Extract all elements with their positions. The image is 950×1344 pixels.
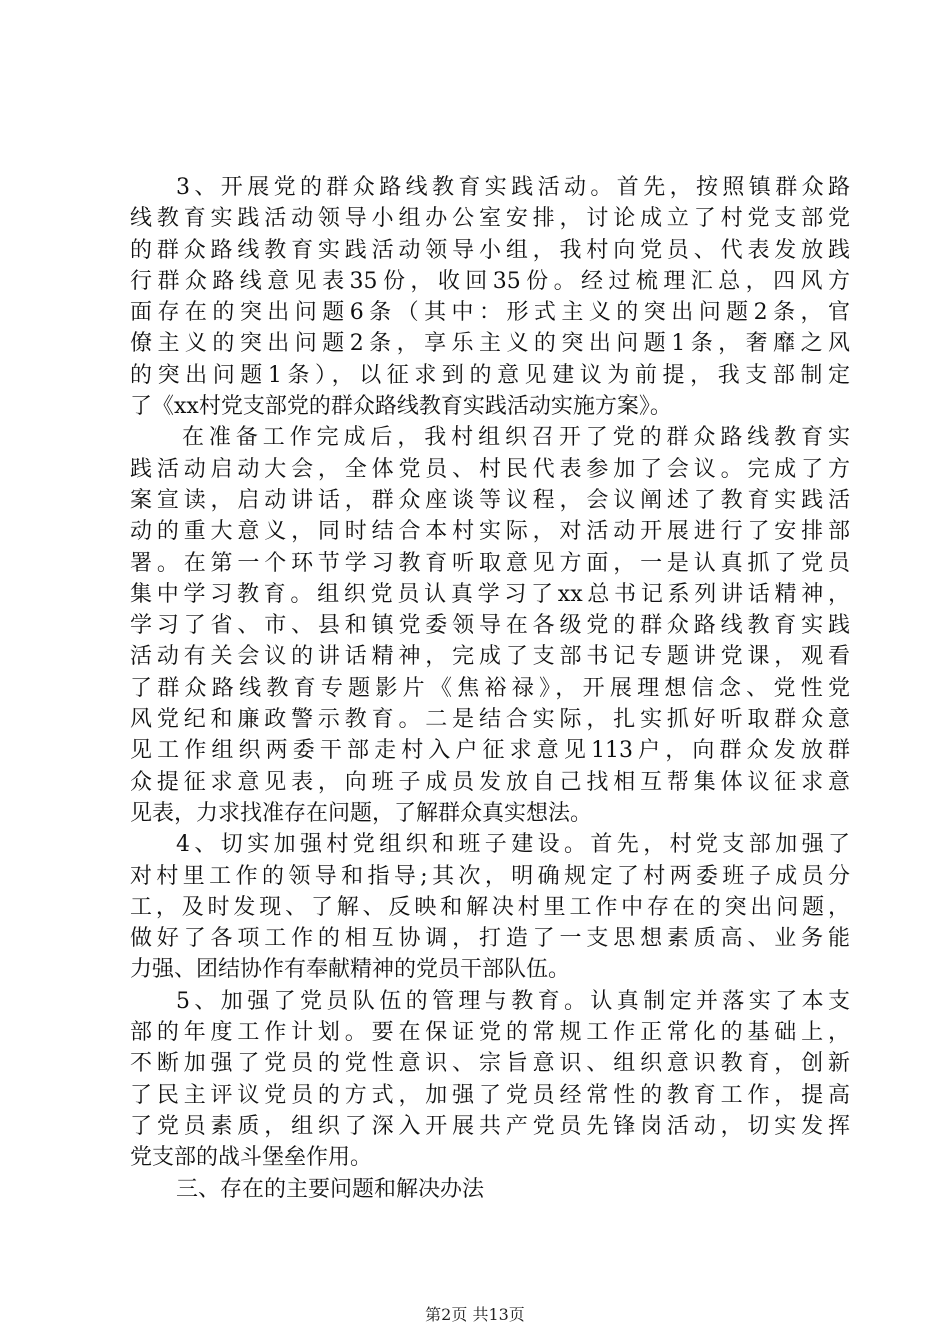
text-line: 了党员素质，组织了深入开展共产党员先锋岗活动，切实发挥 xyxy=(130,1113,850,1139)
text-line: 在准备工作完成后，我村组织召开了党的群众路线教育实 xyxy=(182,425,850,451)
text-line: 集中学习教育。组织党员认真学习了xx总书记系列讲话精神， xyxy=(130,581,850,607)
text-line: 众提征求意见表，向班子成员发放自己找相互帮集体议征求意 xyxy=(130,769,850,795)
text-line: 了群众路线教育专题影片《焦裕禄》，开展理想信念、党性党 xyxy=(130,675,850,701)
text-line: 部的年度工作计划。要在保证党的常规工作正常化的基础上， xyxy=(130,1020,850,1046)
text-line: 力强、团结协作有奉献精神的党员干部队伍。 xyxy=(130,957,571,983)
text-line: 见表，力求找准存在问题，了解群众真实想法。 xyxy=(130,800,593,826)
text-line: 的突出问题1条），以征求到的意见建议为前提，我支部制定 xyxy=(130,362,850,388)
document-body xyxy=(130,172,850,1205)
text-line: 对村里工作的领导和指导;其次，明确规定了村两委班子成员分 xyxy=(130,863,850,889)
text-line: 4、切实加强村党组织和班子建设。首先，村党支部加强了 xyxy=(176,832,850,858)
text-line: 了民主评议党员的方式，加强了党员经常性的教育工作，提高 xyxy=(130,1082,850,1108)
section-heading: 三、存在的主要问题和解决办法 xyxy=(176,1176,485,1202)
text-line: 做好了各项工作的相互协调，打造了一支思想素质高、业务能 xyxy=(130,926,850,952)
text-line: 风党纪和廉政警示教育。二是结合实际，扎实抓好听取群众意 xyxy=(130,707,850,733)
text-line: 学习了省、市、县和镇党委领导在各级党的群众路线教育实践 xyxy=(130,613,850,639)
text-line: 面存在的突出问题6条（其中：形式主义的突出问题2条，官 xyxy=(130,300,850,326)
text-line: 动的重大意义，同时结合本村实际，对活动开展进行了安排部 xyxy=(130,519,850,545)
text-line: 署。在第一个环节学习教育听取意见方面，一是认真抓了党员 xyxy=(130,550,850,576)
text-line: 工，及时发现、了解、反映和解决村里工作中存在的突出问题， xyxy=(130,894,850,920)
text-line: 线教育实践活动领导小组办公室安排，讨论成立了村党支部党 xyxy=(130,206,850,232)
text-line: 5、加强了党员队伍的管理与教育。认真制定并落实了本支 xyxy=(176,988,850,1014)
text-line: 案宣读，启动讲话，群众座谈等议程，会议阐述了教育实践活 xyxy=(130,487,850,513)
text-line: 践活动启动大会，全体党员、村民代表参加了会议。完成了方 xyxy=(130,456,850,482)
text-line: 不断加强了党员的党性意识、宗旨意识、组织意识教育，创新 xyxy=(130,1051,850,1077)
text-line: 活动有关会议的讲话精神，完成了支部书记专题讲党课，观看 xyxy=(130,644,850,670)
text-line: 3、开展党的群众路线教育实践活动。首先，按照镇群众路 xyxy=(176,175,850,200)
text-line: 见工作组织两委干部走村入户征求意见113户，向群众发放群 xyxy=(130,738,850,764)
text-line: 行群众路线意见表35份，收回35份。经过梳理汇总，四风方 xyxy=(130,268,850,294)
page-footer: 第2页 共13页 xyxy=(425,1305,525,1324)
text-line: 僚主义的突出问题2条，享乐主义的突出问题1条，奢靡之风 xyxy=(130,331,850,357)
text-line: 党支部的战斗堡垒作用。 xyxy=(130,1145,373,1171)
text-line: 的群众路线教育实践活动领导小组，我村向党员、代表发放践 xyxy=(130,237,850,263)
text-line: 了《xx村党支部党的群众路线教育实践活动实施方案》。 xyxy=(130,394,672,420)
